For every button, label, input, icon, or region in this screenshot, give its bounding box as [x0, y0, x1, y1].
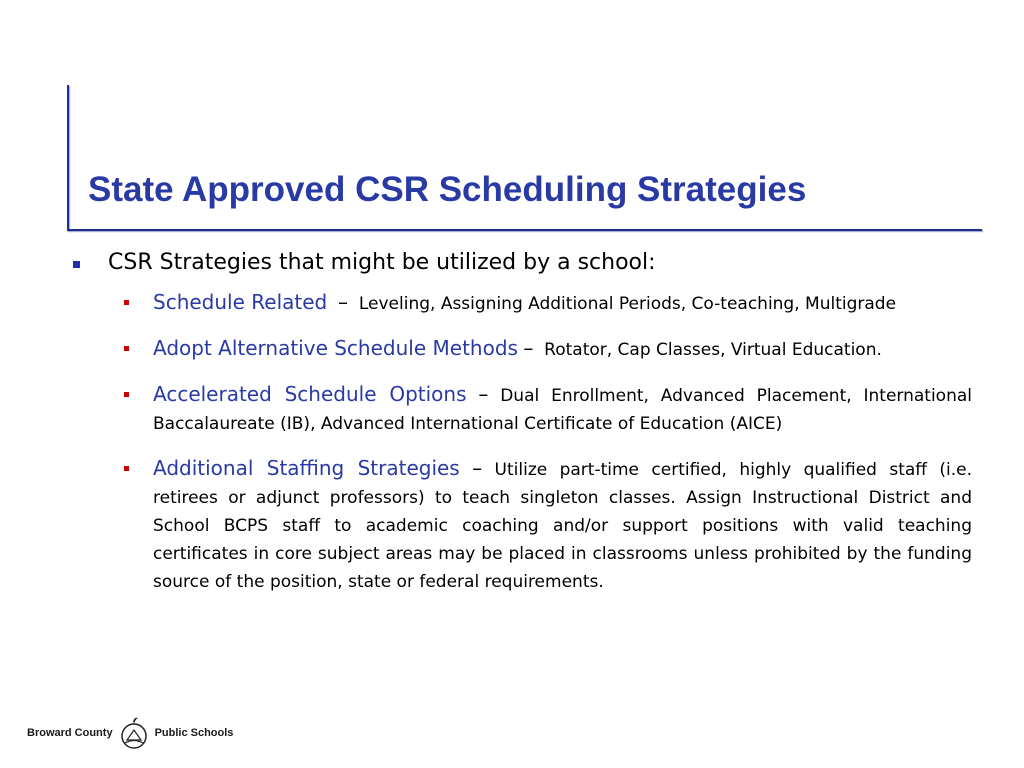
list-item — [124, 380, 972, 438]
item-text — [153, 288, 972, 318]
logo-text-left: Broward County — [27, 727, 113, 739]
item-text — [153, 380, 972, 438]
item-term: Accelerated Schedule Options — [153, 382, 467, 406]
list-item — [124, 288, 972, 318]
item-dash: – — [478, 382, 489, 406]
apple-seal-icon — [119, 716, 149, 750]
item-dash: – — [523, 336, 534, 360]
frame-vertical-line — [67, 85, 69, 231]
item-term: Adopt Alternative Schedule Methods — [153, 336, 518, 360]
list-item — [124, 454, 972, 596]
square-bullet-icon — [124, 392, 129, 397]
item-text — [153, 334, 972, 364]
slide-title: State Approved CSR Scheduling Strategies — [88, 170, 807, 209]
square-bullet-icon — [73, 261, 80, 268]
square-bullet-icon — [124, 300, 129, 305]
item-term: Additional Staffing Strategies — [153, 456, 460, 480]
intro-bullet — [73, 248, 973, 278]
item-description: Utilize part-time certified, highly qualified staff (i.e. retirees or adjunct professors) to teach singleton classes. Assign Instructional District and School BCPS staff to academic coaching and/or support positions with valid teaching certificates in core subject areas may be placed in classrooms unless prohibited by the funding source of the position, state or federal requirements. — [153, 460, 973, 592]
item-description: Dual Enrollment, Advanced Placement, International Baccalaureate (IB), Advanced International Certificate of Education (AICE) — [153, 386, 973, 434]
item-term: Schedule Related — [153, 290, 328, 314]
item-dash: – — [338, 290, 349, 314]
item-description: Leveling, Assigning Additional Periods, Co-teaching, Multigrade — [358, 294, 897, 314]
item-dash: – — [472, 456, 483, 480]
frame-horizontal-line — [67, 229, 982, 231]
intro-text: CSR Strategies that might be utilized by a school: — [108, 250, 656, 275]
square-bullet-icon — [124, 346, 129, 351]
logo-text-right: Public Schools — [154, 727, 234, 739]
square-bullet-icon — [124, 466, 129, 471]
strategy-list — [124, 288, 972, 612]
item-description: Rotator, Cap Classes, Virtual Education. — [544, 340, 882, 360]
list-item — [124, 334, 972, 364]
bcps-logo — [27, 715, 233, 751]
item-text — [153, 454, 972, 596]
